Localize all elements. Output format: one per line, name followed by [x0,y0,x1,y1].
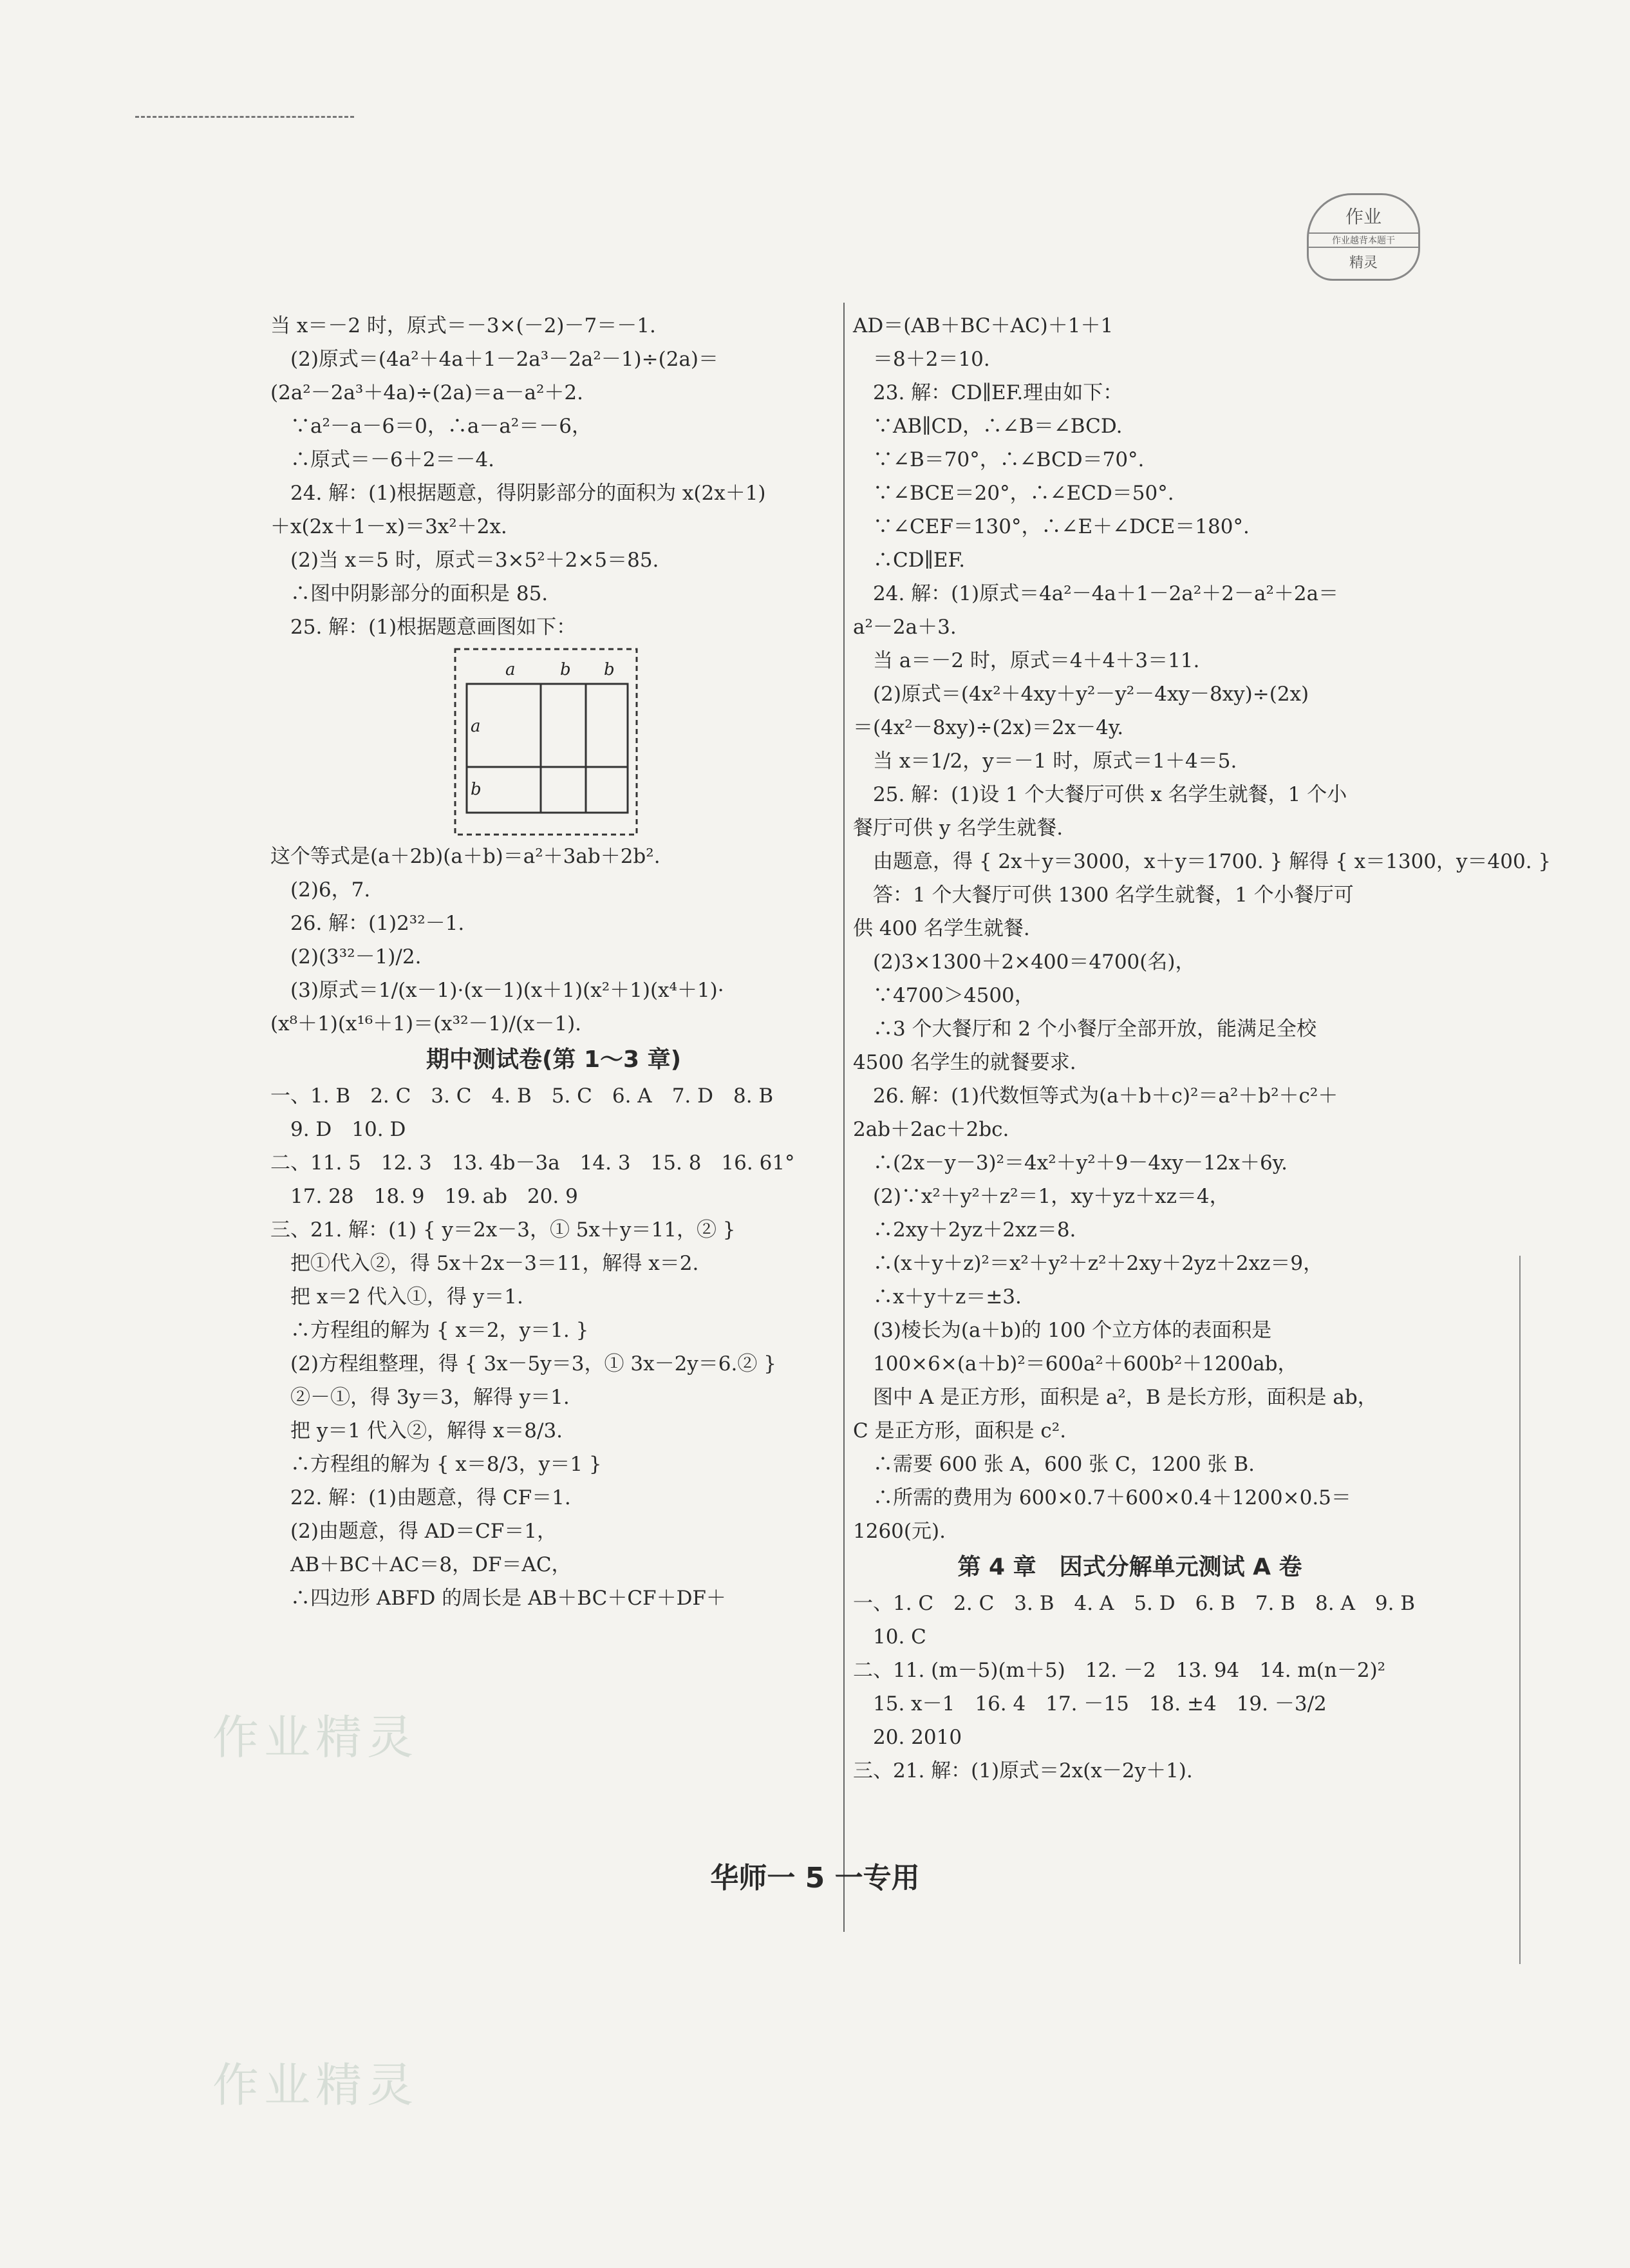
watermark: 作业精灵 [212,1710,419,1764]
answer-line: 1260(元). [853,1520,946,1543]
answer-line: ∴x＋y＋z＝±3. [853,1285,1022,1309]
answer-line: ∵4700＞4500， [853,984,1035,1007]
label-left-a: a [471,717,481,736]
answer-line: 把 y＝1 代入②，解得 x＝8/3. [270,1419,563,1442]
answer-line: (2)当 x＝5 时，原式＝3×5²＋2×5＝85. [270,549,659,572]
answer-line: ∵∠B＝70°，∴∠BCD＝70°. [853,448,1145,471]
label-top-b2: b [604,660,615,679]
top-dashed-rule [135,116,354,118]
answer-line: 当 x＝－2 时，原式＝－3×(－2)－7＝－1. [270,314,656,337]
answer-line: 20. 2010 [853,1726,962,1749]
answer-line: 9. D 10. D [270,1118,406,1141]
answer-line: ∴需要 600 张 A，600 张 C，1200 张 B. [853,1453,1255,1476]
answer-line: 17. 28 18. 9 19. ab 20. 9 [270,1185,578,1208]
stamp-line-3: 精灵 [1349,255,1378,271]
answer-line: 10. C [853,1625,926,1649]
answer-line: 23. 解：CD∥EF.理由如下： [853,381,1123,404]
answer-line: 24. 解：(1)原式＝4a²－4a＋1－2a²＋2－a²＋2a＝ [853,582,1339,605]
answer-line: ∴图中阴影部分的面积是 85. [270,582,548,605]
answer-line: 二、11. 5 12. 3 13. 4b－3a 14. 3 15. 8 16. 61° [270,1151,795,1175]
column-divider [843,303,845,1932]
answer-line: 24. 解：(1)根据题意，得阴影部分的面积为 x(2x＋1) [270,482,766,505]
answer-line: ∵∠CEF＝130°，∴∠E＋∠DCE＝180°. [853,515,1250,538]
answer-line: C 是正方形，面积是 c². [853,1419,1067,1442]
answer-line: (2)∵x²＋y²＋z²＝1，xy＋yz＋xz＝4， [853,1185,1230,1208]
answer-line: ＝(4x²－8xy)÷(2x)＝2x－4y. [853,716,1124,739]
answer-line: (3)棱长为(a＋b)的 100 个立方体的表面积是 [853,1319,1272,1342]
stamp-line-1: 作业 [1345,206,1382,227]
answer-line: ∴(x＋y＋z)²＝x²＋y²＋z²＋2xy＋2yz＋2xz＝9， [853,1252,1324,1275]
answer-line: (2)(3³²－1)/2. [270,945,422,969]
answer-line: 把①代入②，得 5x＋2x－3＝11，解得 x＝2. [270,1252,699,1275]
answer-line: 三、21. 解：(1)原式＝2x(x－2y＋1). [853,1759,1193,1782]
answer-line: ∵a²－a－6＝0，∴a－a²＝－6， [270,415,592,438]
answer-line: (2)原式＝(4a²＋4a＋1－2a³－2a²－1)÷(2a)＝ [270,348,719,371]
answer-line: ∴四边形 ABFD 的周长是 AB＋BC＋CF＋DF＋ [270,1587,726,1610]
right-column [853,309,1551,1788]
label-top-b1: b [560,660,571,679]
answer-line: ∵∠BCE＝20°，∴∠ECD＝50°. [853,482,1174,505]
rectangle-diagram [454,648,638,836]
answer-line: 100×6×(a＋b)²＝600a²＋600b²＋1200ab， [853,1352,1298,1375]
answer-line: ∴方程组的解为 { x＝8/3，y＝1 } [270,1453,602,1476]
answer-line: (x⁸＋1)(x¹⁶＋1)＝(x³²－1)/(x－1). [270,1012,582,1035]
answer-line: 由题意，得 { 2x＋y＝3000，x＋y＝1700. } 解得 { x＝1300，y＝400. } [853,850,1551,873]
answer-line: ＝8＋2＝10. [853,348,990,371]
answer-line: 图中 A 是正方形，面积是 a²，B 是长方形，面积是 ab， [853,1386,1378,1409]
answer-line: ∴原式＝－6＋2＝－4. [270,448,495,471]
section-title-midterm: 期中测试卷(第 1～3 章) [426,1046,682,1073]
answer-line: ②－①，得 3y＝3，解得 y＝1. [270,1386,570,1409]
answer-line: 22. 解：(1)由题意，得 CF＝1. [270,1486,571,1509]
answer-line: 这个等式是(a＋2b)(a＋b)＝a²＋3ab＋2b². [270,845,660,868]
answer-line: 25. 解：(1)设 1 个大餐厅可供 x 名学生就餐，1 个小 [853,783,1347,806]
answer-line: a²－2a＋3. [853,616,957,639]
rectangle-diagram-svg [454,648,638,836]
answer-line: (2)原式＝(4x²＋4xy＋y²－y²－4xy－8xy)÷(2x) [853,683,1309,706]
brand-stamp [1307,193,1420,281]
label-top-a: a [505,660,516,679]
answer-line: ∴2xy＋2yz＋2xz＝8. [853,1218,1076,1242]
answer-line: 当 x＝1/2，y＝－1 时，原式＝1＋4＝5. [853,750,1237,773]
answer-line: AD＝(AB＋BC＋AC)＋1＋1 [853,314,1114,337]
answer-line: ∴所需的费用为 600×0.7＋600×0.4＋1200×0.5＝ [853,1486,1351,1509]
answer-line: 当 a＝－2 时，原式＝4＋4＋3＝11. [853,649,1200,672]
answer-line: ∴CD∥EF. [853,549,966,572]
answer-line: ∴方程组的解为 { x＝2，y＝1. } [270,1319,589,1342]
answer-line: 餐厅可供 y 名学生就餐. [853,817,1063,840]
stamp-line-2: 作业越背本题干 [1309,232,1418,248]
page-footer: 华师一 5 一专用 [710,1862,920,1895]
left-column [270,309,837,1615]
answer-line: AB＋BC＋AC＝8，DF＝AC， [270,1553,572,1576]
answer-line: 15. x－1 16. 4 17. －15 18. ±4 19. －3/2 [853,1692,1327,1715]
answer-line: ∴3 个大餐厅和 2 个小餐厅全部开放，能满足全校 [853,1017,1317,1041]
inner-rectangle [467,684,628,813]
label-left-b: b [471,780,482,799]
answer-line: (2)方程组整理，得 { 3x－5y＝3，① 3x－2y＝6.② } [270,1352,776,1375]
answer-line: 4500 名学生的就餐要求. [853,1051,1076,1074]
answer-line: (2)3×1300＋2×400＝4700(名)， [853,950,1195,974]
answer-line: 二、11. (m－5)(m＋5) 12. －2 13. 94 14. m(n－2)² [853,1659,1386,1682]
answer-line: (2)6，7. [270,878,371,902]
answer-line: 一、1. B 2. C 3. C 4. B 5. C 6. A 7. D 8. B [270,1084,774,1108]
answer-line: ＋x(2x＋1－x)＝3x²＋2x. [270,515,507,538]
answer-line: 26. 解：(1)代数恒等式为(a＋b＋c)²＝a²＋b²＋c²＋ [853,1084,1338,1108]
answer-line: (3)原式＝1/(x－1)·(x－1)(x＋1)(x²＋1)(x⁴＋1)· [270,979,724,1002]
answer-line: 2ab＋2ac＋2bc. [853,1118,1009,1141]
answer-line: 供 400 名学生就餐. [853,917,1030,940]
watermark: 作业精灵 [212,2058,419,2112]
answer-line: 一、1. C 2. C 3. B 4. A 5. D 6. B 7. B 8. A 9. B [853,1592,1416,1615]
answer-line: 答：1 个大餐厅可供 1300 名学生就餐，1 个小餐厅可 [853,884,1354,907]
answer-line: 25. 解：(1)根据题意画图如下： [270,616,577,639]
answer-line: ∴(2x－y－3)²＝4x²＋y²＋9－4xy－12x＋6y. [853,1151,1288,1175]
answer-line: (2)由题意，得 AD＝CF＝1， [270,1520,557,1543]
answer-line: 26. 解：(1)2³²－1. [270,912,465,935]
answer-line: (2a²－2a³＋4a)÷(2a)＝a－a²＋2. [270,381,583,404]
answer-line: ∵AB∥CD，∴∠B＝∠BCD. [853,415,1123,438]
section-title-chapter4: 第 4 章 因式分解单元测试 A 卷 [957,1554,1302,1580]
answer-line: 把 x＝2 代入①，得 y＝1. [270,1285,523,1309]
answer-line: 三、21. 解：(1) { y＝2x－3，① 5x＋y＝11，② } [270,1218,736,1242]
